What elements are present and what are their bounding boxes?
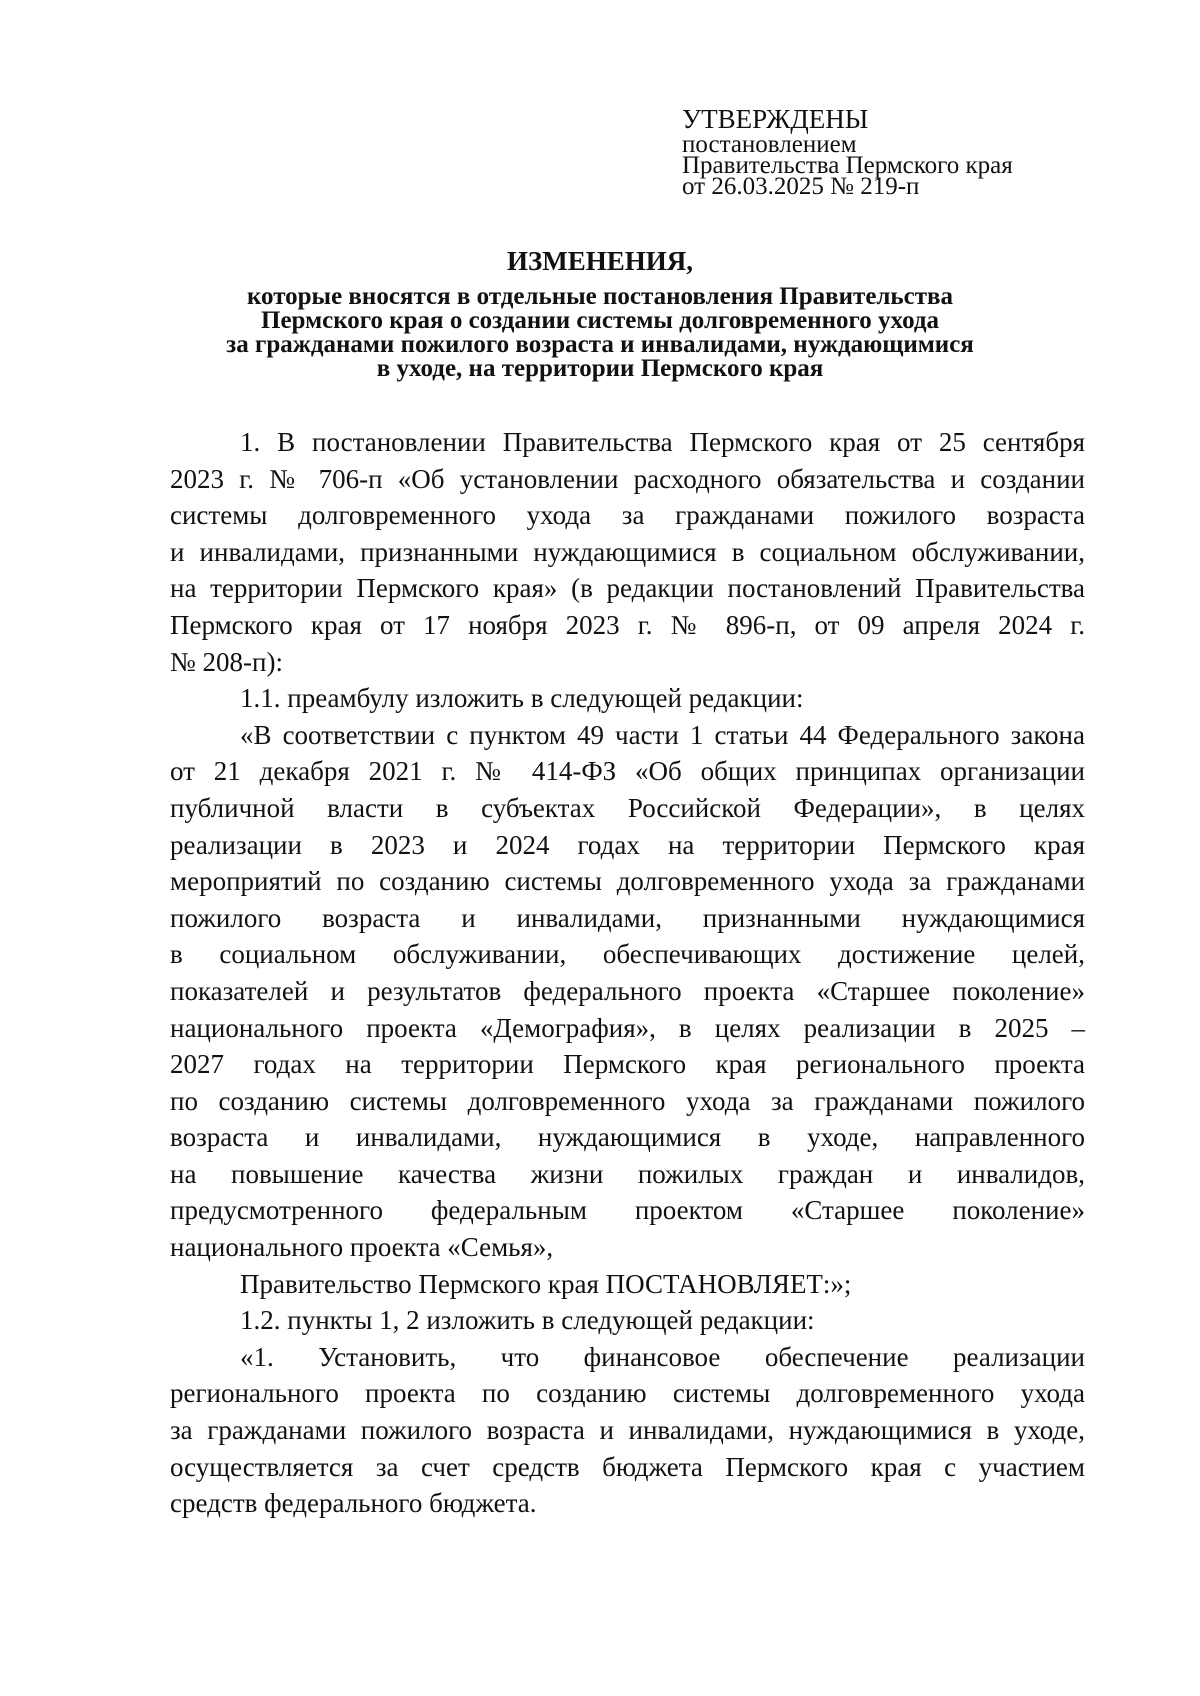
body-line: возраста и инвалидами, нуждающимися в уходе, направленного: [170, 1122, 1085, 1153]
subtitle-line: которые вносятся в отдельные постановления Правительства: [246, 283, 954, 310]
approval-line-2: Правительства Пермского края: [682, 152, 1013, 179]
approval-line-3: от 26.03.2025 № 219-п: [682, 173, 920, 200]
body-line: на повышение качества жизни пожилых граждан и инвалидов,: [170, 1158, 1085, 1189]
body-line: Пермского края от 17 ноября 2023 г. № 896-п, от 09 апреля 2024 г.: [170, 609, 1085, 640]
document-subtitle: [150, 285, 1050, 381]
body-line: реализации в 2023 и 2024 годах на территории Пермского края: [170, 829, 1085, 860]
body-line: национального проекта «Демография», в целях реализации в 2025 –: [170, 1012, 1085, 1043]
body-line: предусмотренного федеральным проектом «Старшее поколение»: [170, 1195, 1085, 1226]
subtitle-line: Пермского края о создании системы долговременного ухода: [261, 307, 939, 334]
document-title: ИЗМЕНЕНИЯ,: [506, 246, 693, 276]
body-line: «1. Установить, что финансовое обеспечение реализации: [240, 1341, 1085, 1372]
body-line: регионального проекта по созданию системы долговременного ухода: [170, 1378, 1085, 1409]
body-line: 1. В постановлении Правительства Пермского края от 25 сентября: [240, 427, 1085, 457]
body-line: 2027 годах на территории Пермского края регионального проекта: [170, 1049, 1085, 1080]
subtitle-line: за гражданами пожилого возраста и инвалидами, нуждающимися: [226, 331, 974, 358]
body-line: осуществляется за счет средств бюджета Пермского края с участием: [170, 1451, 1085, 1482]
body-line: и инвалидами, признанными нуждающимися в социальном обслуживании,: [170, 536, 1085, 567]
body-line: 1.2. пункты 1, 2 изложить в следующей редакции:: [240, 1305, 815, 1336]
body-line: от 21 декабря 2021 г. № 414-ФЗ «Об общих принципах организации: [170, 756, 1085, 787]
body-line: в социальном обслуживании, обеспечивающих достижение целей,: [170, 939, 1085, 970]
body-line: 2023 г. № 706-п «Об установлении расходного обязательства и создании: [170, 463, 1085, 494]
body-line: национального проекта «Семья»,: [170, 1232, 554, 1263]
body-line: на территории Пермского края» (в редакции постановлений Правительства: [170, 573, 1085, 604]
subtitle-line: в уходе, на территории Пермского края: [376, 355, 824, 382]
body-line: показателей и результатов федерального проекта «Старшее поколение»: [170, 975, 1085, 1006]
body-line: № 208-п):: [170, 646, 283, 677]
body-line: 1.1. преамбулу изложить в следующей редакции:: [240, 683, 804, 714]
body-line: системы долговременного ухода за гражданами пожилого возраста: [170, 500, 1085, 531]
approval-line-1: постановлением: [682, 131, 857, 158]
body-line: «В соответствии с пунктом 49 части 1 статьи 44 Федерального закона: [240, 719, 1085, 750]
document-body: [170, 424, 1085, 1522]
approval-stamp: [682, 104, 1013, 200]
approval-title: УТВЕРЖДЕНЫ: [682, 104, 869, 134]
body-line: Правительство Пермского края ПОСТАНОВЛЯЕТ:»;: [240, 1268, 852, 1299]
body-line: публичной власти в субъектах Российской Федерации», в целях: [170, 792, 1085, 823]
body-line: мероприятий по созданию системы долговременного ухода за гражданами: [170, 866, 1085, 897]
body-line: средств федерального бюджета.: [170, 1488, 537, 1519]
body-line: за гражданами пожилого возраста и инвалидами, нуждающимися в уходе,: [170, 1415, 1085, 1446]
body-line: пожилого возраста и инвалидами, признанными нуждающимися: [170, 902, 1085, 933]
body-line: по созданию системы долговременного ухода за гражданами пожилого: [170, 1085, 1085, 1116]
